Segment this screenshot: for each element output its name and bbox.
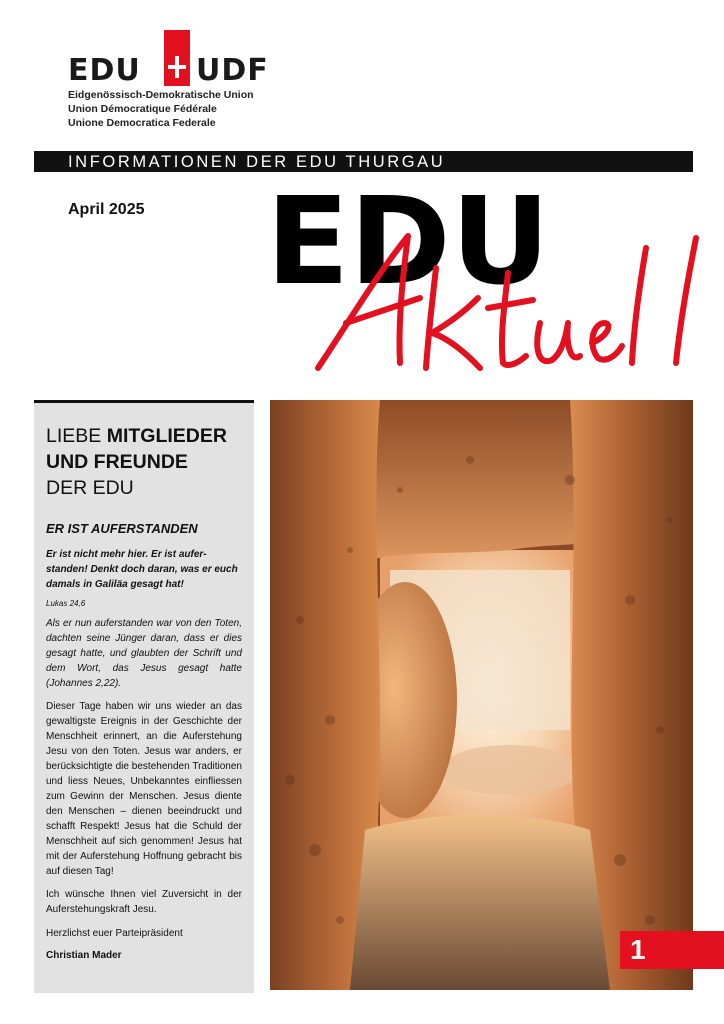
page-number: 1 [630, 934, 646, 965]
issue-date: April 2025 [68, 201, 145, 218]
page-number-badge [620, 931, 724, 969]
header-band [34, 151, 693, 172]
editorial-sidebar [34, 400, 254, 993]
greeting-light-2: DER EDU [46, 477, 134, 499]
article-paragraph-3: Ich wünsche Ihnen viel Zuversicht in der Auferstehungskraft Jesu. [46, 889, 242, 915]
closing-line: Herzlichst euer Parteipräsident [46, 928, 183, 939]
logo-word-edu: EDU [68, 53, 141, 88]
logo-name-french: Union Démocratique Fédérale [68, 103, 217, 115]
bible-quote: Er ist nicht mehr hier. Er ist auferstanden! Denkt doch daran, was er euch damals in Galiläa gesagt hat! [46, 549, 238, 590]
cover-photo-empty-tomb [270, 400, 693, 990]
party-logo [68, 30, 308, 130]
header-band-text: INFORMATIONEN DER EDU THURGAU [68, 153, 446, 171]
masthead-title-text: EDU [266, 185, 550, 297]
article-paragraph-1: Als er nun auferstanden war von den Toten, dachten seine Jünger daran, dass er dies gesagt hatte, und glaubten der Schrift und dem Wort, das Jesus gesagt hatte (Johannes 2,22). [46, 618, 242, 689]
author-signature: Christian Mader [46, 950, 122, 961]
greeting-heading [46, 423, 242, 501]
article-paragraph-2: Dieser Tage haben wir uns wieder an das gewaltigste Ereignis in der Geschichte der Menschheit erinnert, an die Auferstehung Jesu von den Toten. Jesus war anders, er berücksichtigte die bestehenden Traditionen und liess Neues, Unbekanntes einfliessen zum Gewinn der Menschen. Jesus diente den Menschen – dienen beeindruckt und schafft Respekt! Jesus hat die Schuld der Menschheit auf sich genommen! Jesus hat mit der Auferstehung Hoffnung gebracht bis auf diesen Tag! [46, 701, 242, 877]
logo-name-german: Eidgenössisch-Demokratische Union [68, 89, 254, 101]
greeting-bold: MITGLIEDER UND FREUNDE [46, 425, 227, 473]
greeting-light-1: LIEBE [46, 425, 107, 447]
logo-word-udf: UDF [196, 53, 269, 88]
masthead-script-logo [308, 228, 708, 376]
bible-reference: Lukas 24,6 [46, 599, 86, 608]
swiss-cross-icon [164, 30, 190, 86]
article-subhead: ER IST AUFERSTANDEN [46, 521, 198, 536]
logo-name-italian: Unione Democratica Federale [68, 117, 216, 129]
